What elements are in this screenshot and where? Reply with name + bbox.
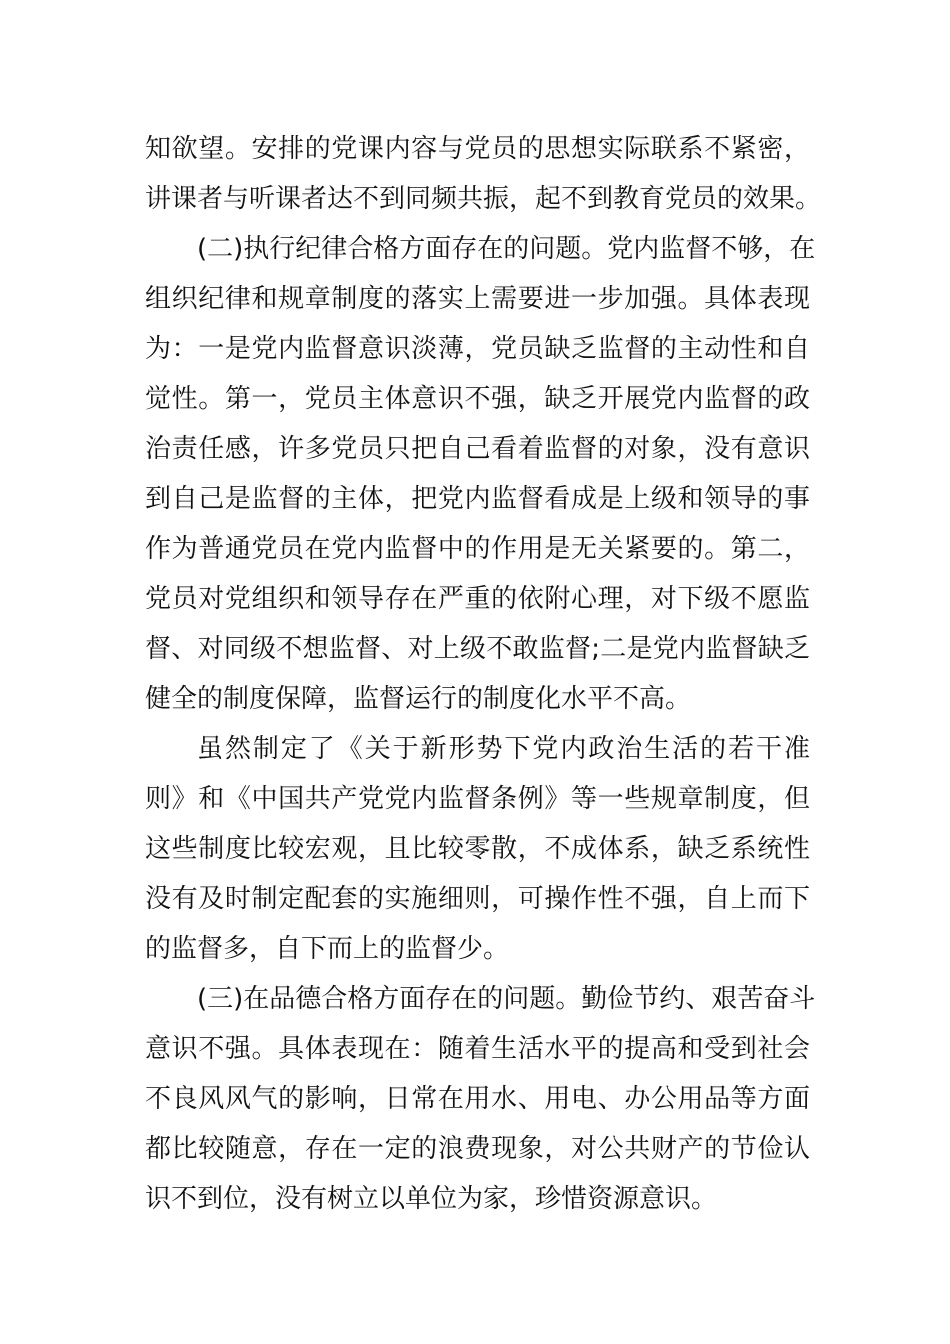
text-line: 讲课者与听课者达不到同频共振，起不到教育党员的效果。 xyxy=(145,184,822,214)
text-line: (三)在品德合格方面存在的问题。勤俭节约、艰苦奋斗 xyxy=(197,984,816,1014)
text-line: 作为普通党员在党内监督中的作用是无关紧要的。第二， xyxy=(145,534,810,564)
text-line: 督、对同级不想监督、对上级不敢监督;二是党内监督缺乏 xyxy=(145,634,810,664)
text-line: 党员对党组织和领导存在严重的依附心理，对下级不愿监 xyxy=(145,584,810,614)
text-line: 为：一是党内监督意识淡薄，党员缺乏监督的主动性和自 xyxy=(145,334,810,364)
text-line: 意识不强。具体表现在：随着生活水平的提高和受到社会 xyxy=(145,1034,810,1064)
text-line: 则》和《中国共产党党内监督条例》等一些规章制度，但 xyxy=(145,784,810,814)
text-line: 没有及时制定配套的实施细则，可操作性不强，自上而下 xyxy=(145,884,810,914)
text-line: 觉性。第一，党员主体意识不强，缺乏开展党内监督的政 xyxy=(145,384,810,414)
text-line: 到自己是监督的主体，把党内监督看成是上级和领导的事 xyxy=(145,484,810,514)
text-line: 识不到位，没有树立以单位为家，珍惜资源意识。 xyxy=(145,1184,718,1214)
text-line: 这些制度比较宏观，且比较零散，不成体系，缺乏系统性 xyxy=(145,834,810,864)
text-line: 虽然制定了《关于新形势下党内政治生活的若干准 xyxy=(197,734,810,764)
text-line: 的监督多，自下而上的监督少。 xyxy=(145,934,510,964)
text-line: (二)执行纪律合格方面存在的问题。党内监督不够，在 xyxy=(197,234,816,264)
text-line: 不良风风气的影响，日常在用水、用电、办公用品等方面 xyxy=(145,1084,810,1114)
text-line: 都比较随意，存在一定的浪费现象，对公共财产的节俭认 xyxy=(145,1134,810,1164)
text-line: 治责任感，许多党员只把自己看着监督的对象，没有意识 xyxy=(145,434,810,464)
text-line: 知欲望。安排的党课内容与党员的思想实际联系不紧密， xyxy=(145,134,810,164)
text-line: 健全的制度保障，监督运行的制度化水平不高。 xyxy=(145,684,692,714)
text-line: 组织纪律和规章制度的落实上需要进一步加强。具体表现 xyxy=(145,284,810,314)
